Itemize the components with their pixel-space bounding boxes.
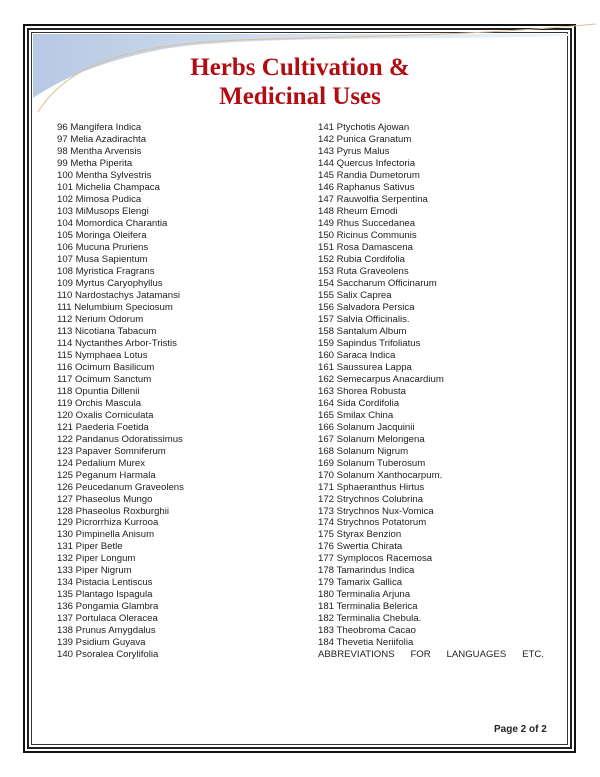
herb-list-item: 121 Paederia Foetida [57,421,149,433]
herb-list-item: 110 Nardostachys Jatamansi [57,289,181,301]
herb-list-item: 146 Raphanus Sativus [318,181,415,193]
herb-list-item: 139 Psidium Guyava [57,637,146,649]
herb-list-item: 136 Pongamia Glambra [57,601,159,613]
herb-list-item: 153 Ruta Graveolens [318,265,409,277]
herb-list-item: 138 Prunus Amygdalus [57,625,156,637]
herb-list-item: 165 Smilax China [318,409,394,421]
herb-list-item: 145 Randia Dumetorum [318,169,420,181]
herb-list-item: 117 Ocimum Sanctum [57,373,152,385]
herb-list-item: 159 Sapindus Trifoliatus [318,337,421,349]
herb-list-item: 100 Mentha Sylvestris [57,169,152,181]
herb-list-item: 148 Rheum Emodi [318,205,398,217]
herb-list-item: 147 Rauwolfia Serpentina [318,193,428,205]
title-line-1: Herbs Cultivation & [190,54,410,81]
herb-list-item: 122 Pandanus Odoratissimus [57,433,183,445]
herb-list-item: 178 Tamarindus Indica [318,565,415,577]
herb-list-item: 127 Phaseolus Mungo [57,493,153,505]
herb-list-item: 126 Peucedanum Graveolens [57,481,184,493]
herb-list-item: 133 Piper Nigrum [57,565,132,577]
herb-list-item: 175 Styrax Benzion [318,529,402,541]
herb-list-item: 168 Solanum Nigrum [318,445,409,457]
herb-list-item: 170 Solanum Xanthocarpum. [318,469,443,481]
herb-list-item: 101 Michelia Champaca [57,181,160,193]
herb-list-item: 131 Piper Betle [57,541,123,553]
herb-list-item: 129 Picrorrhiza Kurrooa [57,517,159,529]
herb-list-item: 152 Rubia Cordifolia [318,253,405,265]
herb-list-item: 105 Moringa Oleifera [57,229,147,241]
herb-list-item: 120 Oxalis Corniculata [57,409,154,421]
herb-list-item: 98 Mentha Arvensis [57,145,142,157]
herb-list-item: 125 Peganum Harmala [57,469,156,481]
herb-list-item: 132 Piper Longum [57,553,136,565]
herb-list-item: 174 Strychnos Potatorum [318,517,427,529]
herb-list-item: 97 Melia Azadirachta [57,133,147,145]
herb-list-item: 184 Thevetia Neriifolia [318,637,414,649]
herb-list-item: 180 Terminalia Arjuna [318,589,411,601]
abbreviations-heading-word: ABBREVIATIONS [318,649,395,661]
herb-list-item: 156 Salvadora Persica [318,301,415,313]
document-title [0,53,600,111]
herb-list-item: 173 Strychnos Nux-Vomica [318,505,434,517]
herb-list-item: 108 Myristica Fragrans [57,265,155,277]
herb-list-item: 160 Saraca Indica [318,349,396,361]
herb-list-item: 149 Rhus Succedanea [318,217,416,229]
herb-list-item: 181 Terminalia Belerica [318,601,418,613]
abbreviations-heading-word: ETC. [522,649,544,661]
herb-list-item: 116 Ocimum Basilicum [57,361,155,373]
herb-list-left-column [57,122,184,661]
herb-list-item: 163 Shorea Robusta [318,385,407,397]
herb-list-item: 162 Semecarpus Anacardium [318,373,444,385]
herb-list-item: 118 Opuntia Dillenii [57,385,140,397]
herb-list-item: 124 Pedalium Murex [57,457,145,469]
abbreviations-heading-word: LANGUAGES [446,649,507,661]
herb-list-item: 107 Musa Sapientum [57,253,148,265]
herb-list-item: 177 Symplocos Racemosa [318,553,433,565]
herb-list-item: 106 Mucuna Pruriens [57,241,149,253]
herb-list-item: 111 Nelumbium Speciosum [57,301,173,313]
herb-list-item: 166 Solanum Jacquinii [318,421,415,433]
abbreviations-heading-word: FOR [410,649,431,661]
herb-list-item: 135 Plantago Ispagula [57,589,153,601]
herb-list-item: 155 Salix Caprea [318,289,392,301]
herb-list-item: 164 Sida Cordifolia [318,397,400,409]
herb-list-item: 141 Ptychotis Ajowan [318,122,410,133]
herb-list-item: 142 Punica Granatum [318,133,412,145]
herb-list-item: 113 Nicotiana Tabacum [57,325,157,337]
herb-list-item: 109 Myrtus Caryophyllus [57,277,163,289]
herb-list-item: 99 Metha Piperita [57,157,133,169]
herb-list-item: 169 Solanum Tuberosum [318,457,426,469]
title-line-2: Medicinal Uses [219,83,381,110]
herb-list-item: 151 Rosa Damascena [318,241,413,253]
herb-list-item: 96 Mangifera Indica [57,122,142,133]
herb-list-item: 103 MiMusops Elengi [57,205,149,217]
herb-list-item: 167 Solanum Melongena [318,433,425,445]
herb-list-item: 158 Santalum Album [318,325,407,337]
herb-list-item: 143 Pyrus Malus [318,145,390,157]
herb-list-item: 144 Quercus Infectoria [318,157,416,169]
herb-list-item: 104 Momordica Charantia [57,217,168,229]
herb-list-item: 172 Strychnos Colubrina [318,493,424,505]
page-number: Page 2 of 2 [494,724,547,735]
herb-list-item: 123 Papaver Somniferum [57,445,166,457]
herb-list-item: 115 Nymphaea Lotus [57,349,148,361]
herb-list-item: 150 Ricinus Communis [318,229,417,241]
herb-list-item: 171 Sphaeranthus Hirtus [318,481,425,493]
herb-list-item: 154 Saccharum Officinarum [318,277,437,289]
herb-list-item: 114 Nyctanthes Arbor-Tristis [57,337,177,349]
herb-list-item: 179 Tamarix Gallica [318,577,403,589]
herb-list-item: 183 Theobroma Cacao [318,625,416,637]
abbreviations-heading [318,649,544,661]
herb-list-item: 182 Terminalia Chebula. [318,613,422,625]
herb-list-right-column [318,122,544,661]
herb-list-item: 130 Pimpinella Anisum [57,529,155,541]
herb-list-item: 161 Saussurea Lappa [318,361,412,373]
herb-list-item: 137 Portulaca Oleracea [57,613,158,625]
herb-list-item: 102 Mimosa Pudica [57,193,142,205]
herb-list-item: 157 Salvia Officinalis. [318,313,410,325]
herb-list-item: 128 Phaseolus Roxburghii [57,505,170,517]
herb-list-item: 134 Pistacia Lentiscus [57,577,153,589]
herb-list-item: 176 Swertia Chirata [318,541,403,553]
herb-list-item: 112 Nerium Odorum [57,313,144,325]
herb-list-item: 140 Psoralea Corylifolia [57,649,159,661]
herb-list-item: 119 Orchis Mascula [57,397,142,409]
